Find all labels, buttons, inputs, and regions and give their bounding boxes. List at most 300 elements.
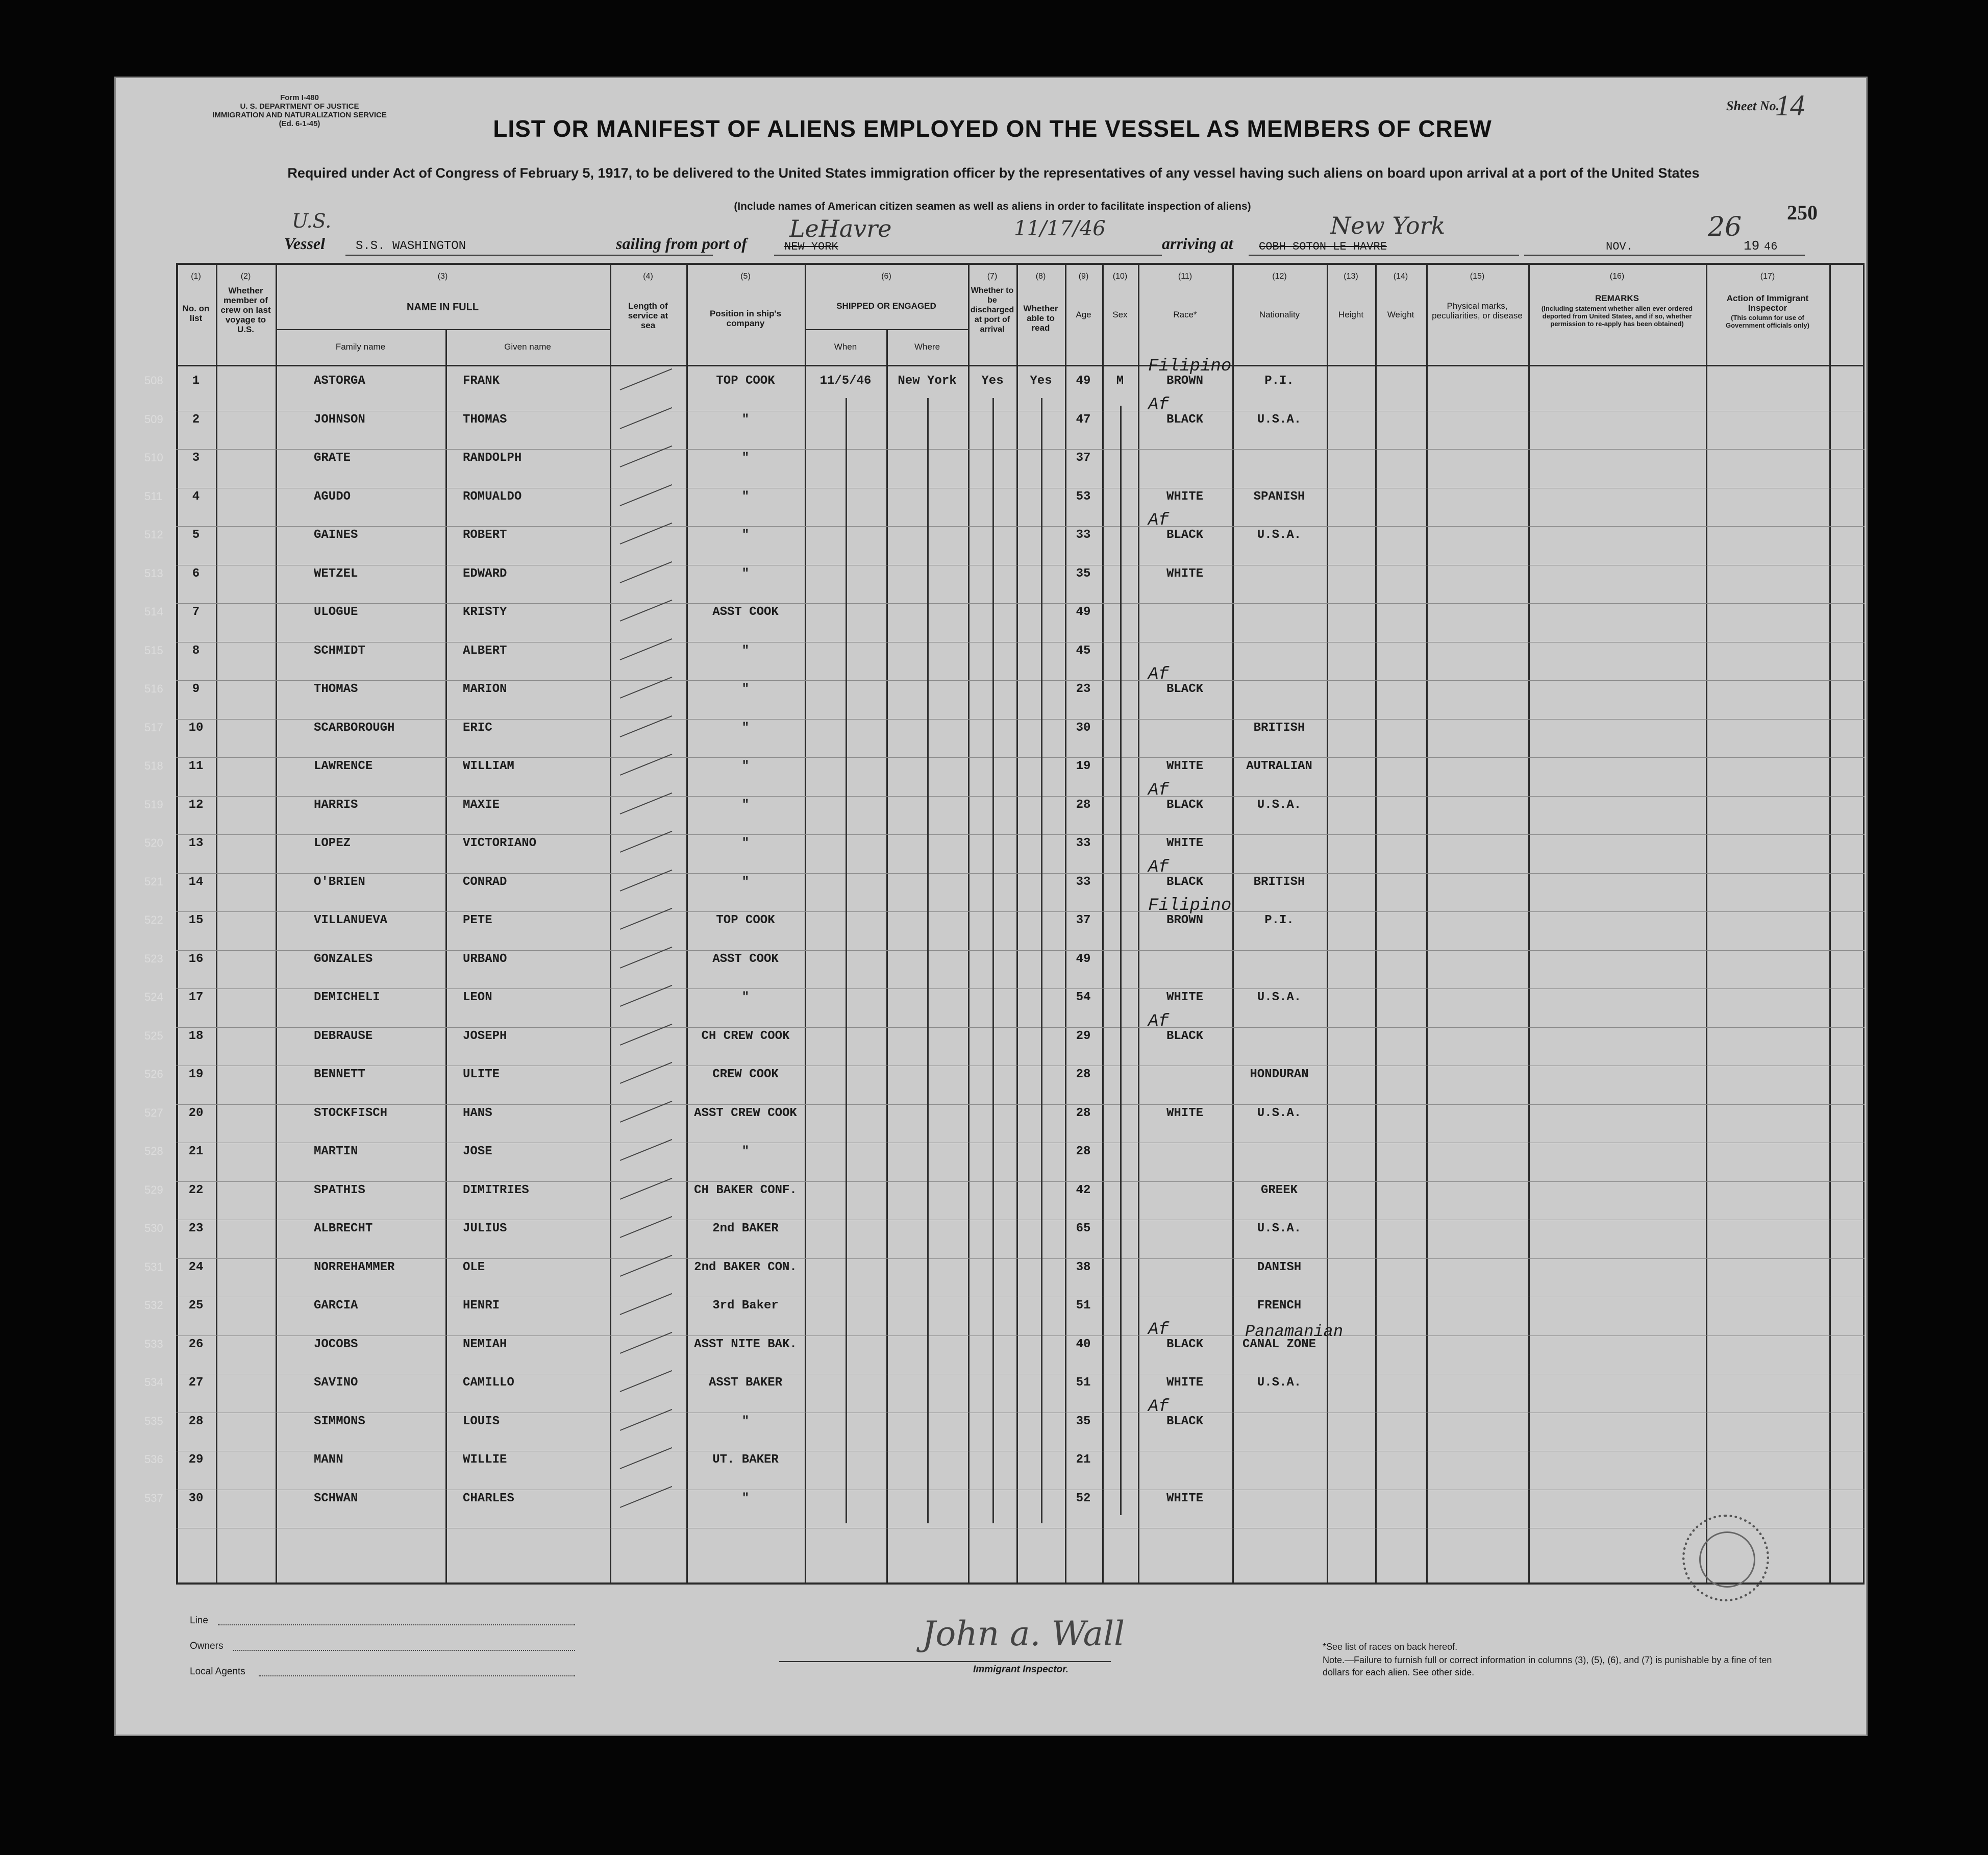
cell-no: 17 — [188, 991, 204, 1004]
arriving-port-handwritten: New York — [1330, 212, 1446, 239]
cell-age: 53 — [1076, 489, 1091, 504]
cell-age: 35 — [1076, 1414, 1091, 1428]
cell-age: 51 — [1076, 1299, 1091, 1313]
cell-position: " — [741, 682, 750, 696]
cell-age: 28 — [1076, 1106, 1091, 1120]
cell-margin: 519 — [144, 798, 163, 811]
cell-no: 18 — [188, 1029, 204, 1043]
cell-position: " — [741, 836, 750, 850]
cell-family: STOCKFISCH — [314, 1106, 388, 1120]
cell-margin: 537 — [144, 1491, 163, 1504]
cell-position: CREW COOK — [712, 1068, 779, 1081]
cell-race: WHITE — [1166, 991, 1204, 1004]
cell-family: ALBRECHT — [314, 1222, 373, 1235]
cell-given: THOMAS — [463, 412, 507, 427]
cell-age: 33 — [1076, 528, 1091, 542]
cell-race: WHITE — [1166, 566, 1204, 581]
cell-age: 40 — [1076, 1337, 1091, 1351]
cell-no: 5 — [192, 528, 200, 542]
arrival-year-prefix: 19 — [1744, 238, 1760, 254]
length-of-service-tick — [620, 368, 673, 390]
col16-number: (16) — [1609, 272, 1625, 281]
cell-family: DEBRAUSE — [314, 1029, 373, 1043]
cell-family: JOCOBS — [314, 1337, 358, 1351]
cell-race: BLACK — [1166, 1337, 1204, 1351]
cell-position: " — [741, 1491, 750, 1505]
col5-header: Position in ship's company — [709, 309, 782, 328]
cell-nationality: FRENCH — [1257, 1299, 1302, 1313]
cell-margin: 525 — [144, 1029, 163, 1042]
line-label: Line — [190, 1615, 208, 1626]
cell-nationality: BRITISH — [1253, 721, 1305, 735]
race-handwritten-note: Af — [1148, 1397, 1169, 1417]
cell-nationality: HONDURAN — [1250, 1068, 1309, 1081]
cell-family: MARTIN — [314, 1145, 358, 1158]
row-rule — [176, 796, 1865, 797]
cell-nationality: DANISH — [1257, 1260, 1302, 1274]
cell-position: " — [741, 644, 750, 658]
cell-position: ASST NITE BAK. — [694, 1337, 797, 1351]
col14-number: (14) — [1393, 272, 1408, 281]
arrival-day-handwritten: 26 — [1708, 212, 1742, 242]
col-rule — [276, 263, 277, 1585]
sailing-port-handwritten: LeHavre — [789, 215, 892, 242]
col12-header: Nationality — [1259, 310, 1300, 319]
official-seal-stamp — [1682, 1515, 1769, 1601]
cell-position: " — [741, 451, 750, 465]
cell-position: ASST CREW COOK — [694, 1106, 797, 1120]
race-handwritten-note: Af — [1148, 780, 1169, 800]
cell-margin: 510 — [144, 451, 163, 464]
form-edition: (Ed. 6-1-45) — [279, 119, 320, 128]
cell-position: CH CREW COOK — [701, 1029, 790, 1043]
cell-given: MARION — [463, 682, 507, 696]
cell-age: 49 — [1076, 374, 1091, 388]
col-rule — [1863, 263, 1865, 1585]
cell-no: 16 — [188, 952, 204, 966]
col-rule — [1327, 263, 1328, 1585]
cell-age: 33 — [1076, 875, 1091, 889]
cell-no: 13 — [188, 836, 204, 850]
cell-where: New York — [898, 374, 957, 388]
penalty-note: Note.—Failure to furnish full or correct information in columns (3), (5), (6), and (7) is punishable by a fine of ten dollars for each alien. See other side. — [1323, 1655, 1772, 1677]
cell-nationality: AUTRALIAN — [1246, 759, 1312, 773]
cell-position: " — [741, 721, 750, 735]
cell-no: 23 — [188, 1222, 204, 1235]
cell-given: URBANO — [463, 952, 507, 966]
cell-discharged: Yes — [981, 374, 1004, 388]
col5-number: (5) — [740, 272, 751, 281]
cell-given: ROBERT — [463, 528, 507, 542]
col10-number: (10) — [1112, 272, 1128, 281]
row-rule — [176, 757, 1865, 758]
cell-family: LOPEZ — [314, 836, 351, 850]
cell-age: 65 — [1076, 1222, 1091, 1235]
cell-given: KRISTY — [463, 605, 507, 619]
cell-position: " — [741, 991, 750, 1004]
cell-no: 19 — [188, 1068, 204, 1081]
form-dept: U. S. DEPARTMENT OF JUSTICE — [240, 102, 359, 111]
cell-given: OLE — [463, 1260, 485, 1274]
col-rule — [686, 263, 688, 1585]
col4-number: (4) — [643, 272, 653, 281]
cell-position: TOP COOK — [716, 374, 775, 388]
cell-race: BLACK — [1166, 875, 1204, 889]
required-statement: Required under Act of Congress of February 5, 1917, to be delivered to the United States immigration officer by the representatives of any vessel having such aliens on board upon arrival at a port of the United States — [287, 165, 1700, 181]
arriving-label: arriving at — [1162, 234, 1233, 253]
subheader-rule-names — [276, 329, 610, 330]
arrival-month: NOV. — [1606, 240, 1633, 253]
col-rule — [968, 263, 970, 1585]
cell-no: 22 — [188, 1183, 204, 1197]
cell-family: LAWRENCE — [314, 759, 373, 773]
cell-age: 29 — [1076, 1029, 1091, 1043]
cell-position: " — [741, 566, 750, 581]
cell-given: WILLIE — [463, 1453, 507, 1467]
cell-no: 25 — [188, 1299, 204, 1313]
cell-given: JULIUS — [463, 1222, 507, 1235]
cell-given: HENRI — [463, 1299, 500, 1313]
col3-number: (3) — [437, 272, 448, 281]
col9-header: Age — [1076, 310, 1091, 319]
cell-nationality: U.S.A. — [1257, 1106, 1302, 1120]
col17-subheader: (This column for use of Government officials only) — [1726, 314, 1809, 329]
cell-nationality: SPANISH — [1253, 489, 1305, 504]
sailing-label: sailing from port of — [616, 234, 747, 253]
cell-given: HANS — [463, 1106, 492, 1120]
col3-header: NAME IN FULL — [406, 302, 479, 313]
cell-no: 14 — [188, 875, 204, 889]
row-rule — [176, 1181, 1865, 1182]
cell-race: WHITE — [1166, 1491, 1204, 1505]
race-handwritten-note: Af — [1148, 511, 1169, 530]
col7-header: Whether to be discharged at port of arrival — [970, 286, 1014, 334]
vessel-prefix-handwritten: U.S. — [292, 210, 332, 232]
cell-no: 30 — [188, 1491, 204, 1505]
cell-margin: 520 — [144, 836, 163, 849]
cell-no: 1 — [192, 374, 200, 388]
cell-family: GRATE — [314, 451, 351, 465]
col13-header: Height — [1338, 310, 1364, 319]
row-rule — [176, 719, 1865, 720]
cell-no: 24 — [188, 1260, 204, 1274]
cell-family: O'BRIEN — [314, 875, 365, 889]
col10-header: Sex — [1112, 310, 1128, 319]
sailing-date-handwritten: 11/17/46 — [1014, 217, 1106, 240]
cell-position: " — [741, 875, 750, 889]
manifest-sheet — [114, 77, 1868, 1736]
cell-margin: 516 — [144, 682, 163, 695]
cell-age: 49 — [1076, 952, 1091, 966]
col7-number: (7) — [987, 272, 998, 281]
ditto-line — [1120, 406, 1122, 1515]
col11-header: Race* — [1173, 310, 1197, 319]
cell-nationality: GREEK — [1260, 1183, 1298, 1197]
row-rule — [176, 873, 1865, 874]
cell-position: 2nd BAKER — [712, 1222, 779, 1235]
cell-margin: 529 — [144, 1183, 163, 1196]
col-rule — [886, 329, 888, 1585]
cell-race: WHITE — [1166, 836, 1204, 850]
col-rule — [1426, 263, 1428, 1585]
cell-age: 28 — [1076, 798, 1091, 812]
cell-margin: 527 — [144, 1106, 163, 1119]
cell-position: UT. BAKER — [712, 1453, 779, 1467]
cell-age: 35 — [1076, 566, 1091, 581]
col-rule — [610, 263, 611, 1585]
row-rule — [176, 603, 1865, 604]
cell-family: HARRIS — [314, 798, 358, 812]
cell-given: DIMITRIES — [463, 1183, 529, 1197]
cell-family: MANN — [314, 1453, 343, 1467]
owners-label: Owners — [190, 1641, 223, 1651]
cell-given: ERIC — [463, 721, 492, 735]
col17-header: Action of Immigrant Inspector — [1726, 293, 1809, 313]
col2-number: (2) — [240, 272, 251, 281]
cell-age: 54 — [1076, 991, 1091, 1004]
cell-position: " — [741, 1145, 750, 1158]
col16-subheader: (Including statement whether alien ever ordered deported from United States, and if so, whether permission to re-apply has been obtained) — [1541, 305, 1693, 328]
page-title: LIST OR MANIFEST OF ALIENS EMPLOYED ON THE VESSEL AS MEMBERS OF CREW — [493, 115, 1492, 142]
cell-race: BLACK — [1166, 528, 1204, 542]
cell-no: 11 — [188, 759, 204, 773]
cell-margin: 513 — [144, 566, 163, 580]
row-rule — [176, 988, 1865, 989]
cell-no: 29 — [188, 1453, 204, 1467]
row-rule — [176, 1335, 1865, 1336]
cell-nationality: U.S.A. — [1257, 1376, 1302, 1390]
cell-age: 19 — [1076, 759, 1091, 773]
owners-field — [233, 1650, 575, 1651]
cell-race: BROWN — [1166, 913, 1204, 927]
row-rule — [176, 1258, 1865, 1259]
cell-margin: 511 — [144, 489, 163, 503]
stamp-number: 250 — [1787, 201, 1818, 224]
cell-family: VILLANUEVA — [314, 913, 388, 927]
race-handwritten-note: Af — [1148, 395, 1169, 415]
col1-number: (1) — [191, 272, 201, 281]
row-rule — [176, 526, 1865, 527]
cell-margin: 517 — [144, 721, 163, 734]
sheet-no-label: Sheet No. — [1726, 98, 1779, 113]
col3b-header: Given name — [504, 342, 551, 352]
local-agents-label: Local Agents — [190, 1666, 245, 1677]
line-field — [218, 1624, 575, 1625]
cell-no: 12 — [188, 798, 204, 812]
cell-margin: 521 — [144, 875, 163, 888]
cell-no: 27 — [188, 1376, 204, 1390]
cell-nationality: U.S.A. — [1257, 528, 1302, 542]
race-handwritten-note: Filipino — [1148, 357, 1232, 376]
cell-margin: 535 — [144, 1414, 163, 1427]
cell-family: SCARBOROUGH — [314, 721, 395, 735]
ditto-line — [1041, 398, 1042, 1523]
sheet-number: 14 — [1775, 89, 1805, 122]
cell-margin: 532 — [144, 1299, 163, 1312]
cell-position: " — [741, 798, 750, 812]
cell-margin: 530 — [144, 1222, 163, 1234]
cell-race: WHITE — [1166, 1376, 1204, 1390]
cell-race: BLACK — [1166, 1029, 1204, 1043]
col8-number: (8) — [1035, 272, 1046, 281]
cell-age: 28 — [1076, 1145, 1091, 1158]
col16-header: REMARKS — [1595, 293, 1639, 303]
cell-given: PETE — [463, 913, 492, 927]
row-rule — [176, 1104, 1865, 1105]
cell-age: 28 — [1076, 1068, 1091, 1081]
cell-margin: 514 — [144, 605, 163, 618]
races-note: *See list of races on back hereof. — [1323, 1642, 1458, 1652]
cell-margin: 512 — [144, 528, 163, 541]
cell-given: VICTORIANO — [463, 836, 537, 850]
signature-rule — [779, 1661, 1111, 1662]
cell-race: BLACK — [1166, 1414, 1204, 1428]
cell-no: 8 — [192, 644, 200, 658]
col-rule — [1016, 263, 1018, 1585]
cell-age: 49 — [1076, 605, 1091, 619]
cell-position: ASST BAKER — [708, 1376, 783, 1390]
cell-given: ALBERT — [463, 644, 507, 658]
col9-number: (9) — [1078, 272, 1089, 281]
cell-no: 4 — [192, 489, 200, 504]
cell-family: THOMAS — [314, 682, 358, 696]
cell-nationality: U.S.A. — [1257, 1222, 1302, 1235]
cell-position: TOP COOK — [716, 913, 775, 927]
col-rule — [1528, 263, 1530, 1585]
crew-table — [144, 263, 1865, 1585]
race-handwritten-note: Filipino — [1148, 896, 1232, 916]
col11-number: (11) — [1178, 272, 1192, 281]
cell-read: Yes — [1030, 374, 1052, 388]
header-bottom-rule — [176, 365, 1865, 366]
table-bottom-rule — [176, 1582, 1865, 1585]
cell-family: ULOGUE — [314, 605, 358, 619]
form-service: IMMIGRATION AND NATURALIZATION SERVICE — [212, 111, 387, 119]
row-rule — [176, 1027, 1865, 1028]
cell-family: SIMMONS — [314, 1414, 365, 1428]
cell-no: 3 — [192, 451, 200, 465]
cell-age: 37 — [1076, 451, 1091, 465]
cell-given: LEON — [463, 991, 492, 1004]
nationality-handwritten-note: Panamanian — [1245, 1322, 1344, 1341]
row-rule — [176, 950, 1865, 951]
cell-given: JOSE — [463, 1145, 492, 1158]
col-rule — [1102, 263, 1104, 1585]
col6-number: (6) — [881, 272, 891, 281]
cell-family: NORREHAMMER — [314, 1260, 395, 1274]
row-rule — [176, 834, 1865, 835]
col3a-header: Family name — [335, 342, 386, 352]
col8-header: Whether able to read — [1023, 304, 1058, 333]
col-rule — [1232, 263, 1234, 1585]
race-handwritten-note: Af — [1148, 1320, 1169, 1340]
sailing-port-typed: NEW YORK — [784, 240, 838, 253]
cell-sex: M — [1116, 374, 1124, 388]
cell-margin: 515 — [144, 644, 163, 657]
cell-no: 20 — [188, 1106, 204, 1120]
cell-nationality: CANAL ZONE — [1242, 1337, 1316, 1351]
col15-header: Physical marks, peculiarities, or disease — [1432, 301, 1523, 320]
cell-margin: 522 — [144, 913, 163, 926]
cell-age: 45 — [1076, 644, 1091, 658]
col17-number: (17) — [1760, 272, 1775, 281]
race-handwritten-note: Af — [1148, 665, 1169, 684]
cell-family: AGUDO — [314, 489, 351, 504]
cell-margin: 528 — [144, 1145, 163, 1157]
arrival-year: 46 — [1764, 240, 1778, 253]
cell-family: WETZEL — [314, 566, 358, 581]
col-rule — [1065, 263, 1066, 1585]
cell-no: 9 — [192, 682, 200, 696]
col1-header: No. on list — [182, 304, 210, 323]
cell-age: 42 — [1076, 1183, 1091, 1197]
cell-age: 51 — [1076, 1376, 1091, 1390]
cell-race: BROWN — [1166, 374, 1204, 388]
arriving-field — [1249, 237, 1519, 256]
cell-given: LOUIS — [463, 1414, 500, 1428]
cell-family: BENNETT — [314, 1068, 365, 1081]
cell-margin: 509 — [144, 412, 163, 426]
col-rule — [1706, 263, 1707, 1585]
cell-nationality: BRITISH — [1253, 875, 1305, 889]
col15-number: (15) — [1470, 272, 1485, 281]
cell-margin: 524 — [144, 991, 163, 1003]
cell-family: JOHNSON — [314, 412, 365, 427]
cell-no: 10 — [188, 721, 204, 735]
cell-position: 2nd BAKER CON. — [694, 1260, 797, 1274]
cell-age: 30 — [1076, 721, 1091, 735]
row-rule — [176, 911, 1865, 912]
ditto-line — [927, 398, 929, 1523]
cell-no: 7 — [192, 605, 200, 619]
cell-race: WHITE — [1166, 1106, 1204, 1120]
cell-given: FRANK — [463, 374, 500, 388]
col12-number: (12) — [1272, 272, 1287, 281]
cell-family: DEMICHELI — [314, 991, 380, 1004]
inspector-label: Immigrant Inspector. — [973, 1664, 1068, 1675]
cell-family: GARCIA — [314, 1299, 358, 1313]
col6-header: SHIPPED OR ENGAGED — [836, 301, 936, 311]
table-top-rule — [176, 263, 1865, 265]
cell-position: " — [741, 528, 750, 542]
col6b-header: Where — [914, 342, 940, 352]
cell-age: 52 — [1076, 1491, 1091, 1505]
cell-margin: 531 — [144, 1260, 163, 1273]
cell-family: GONZALES — [314, 952, 373, 966]
cell-given: CAMILLO — [463, 1376, 514, 1390]
cell-given: MAXIE — [463, 798, 500, 812]
cell-nationality: U.S.A. — [1257, 991, 1302, 1004]
cell-family: SPATHIS — [314, 1183, 365, 1197]
cell-nationality: P.I. — [1264, 374, 1294, 388]
cell-margin: 523 — [144, 952, 163, 965]
cell-no: 6 — [192, 566, 200, 581]
inspector-signature: John a. Wall — [922, 1614, 1125, 1653]
cell-given: CHARLES — [463, 1491, 514, 1505]
col-rule — [176, 263, 178, 1585]
cell-given: EDWARD — [463, 566, 507, 581]
cell-position: " — [741, 412, 750, 427]
date-field — [1524, 237, 1805, 256]
col2-header: Whether member of crew on last voyage to U.S. — [220, 286, 271, 334]
cell-no: 15 — [188, 913, 204, 927]
col-rule — [445, 329, 447, 1585]
cell-race: WHITE — [1166, 759, 1204, 773]
cell-nationality: U.S.A. — [1257, 798, 1302, 812]
ditto-line — [846, 398, 847, 1523]
col-rule — [1829, 263, 1831, 1585]
cell-position: CH BAKER CONF. — [694, 1183, 797, 1197]
